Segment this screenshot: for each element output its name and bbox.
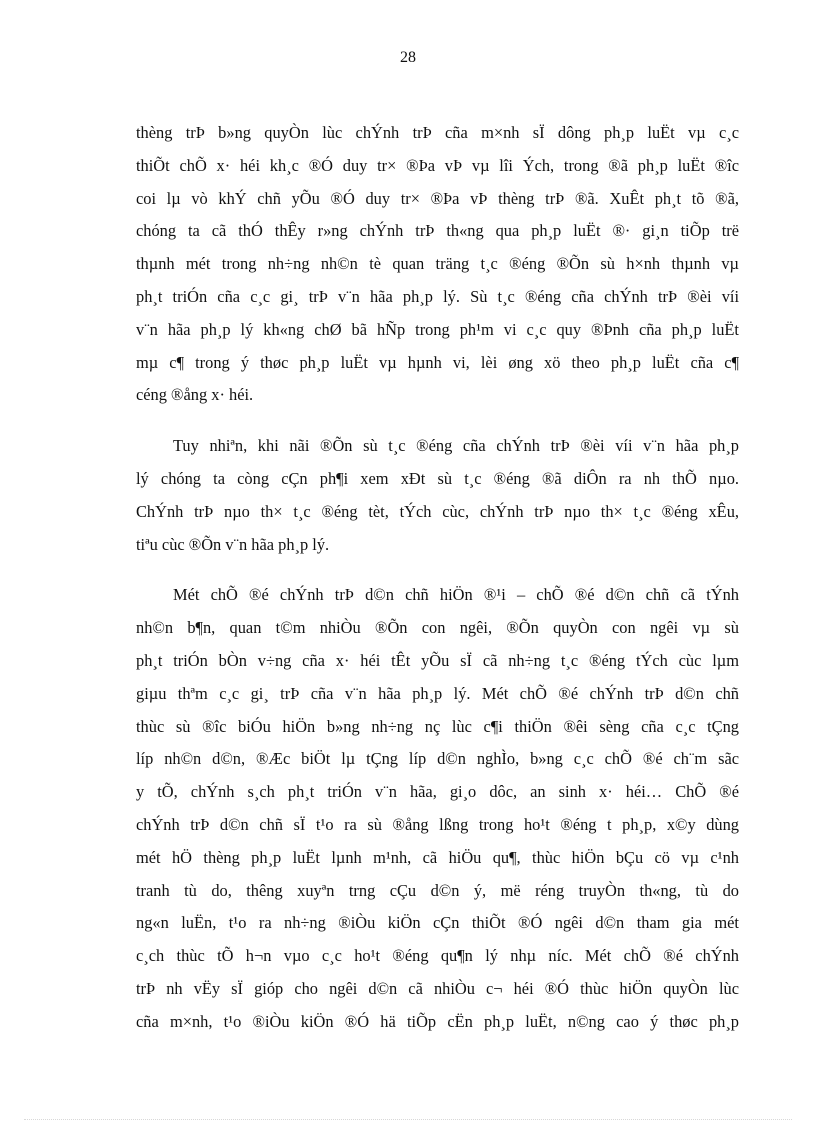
text-line: Tuy nhiªn, khi nãi ®Õn sù t¸c ®éng cña chÝnh trÞ ®èi víi v¨n hãa ph¸p [173,436,739,456]
text-line: thµnh mét trong nh÷ng nh©n tè quan träng t¸c ®éng ®Õn sù h×nh thµnh vµ [136,254,739,274]
paragraph-1 [136,117,739,412]
paragraph-2 [136,430,739,561]
text-line: ChÝnh trÞ nµo th× t¸c ®éng tèt, tÝch cùc, chÝnh trÞ nµo th× t¸c ®éng xÊu, [136,501,739,521]
body-text [136,117,739,1039]
text-line: chÝnh trÞ d©n chñ sÏ t¹o ra sù ®ång lßng trong ho¹t ®éng t ph¸p, x©y dùng [136,814,739,834]
text-line: cña m×nh, t¹o ®iÒu kiÖn ®Ó hä tiÕp cËn ph¸p luËt, n©ng cao ý thøc ph¸p [136,1011,739,1031]
text-line: céng ®ång x· héi. [136,385,254,405]
text-line: ph¸t triÓn bÒn v÷ng cña x· héi tÊt yÕu sÏ cã nh÷ng t¸c ®éng tÝch cùc lµm [136,650,739,670]
text-line: thèng trÞ b»ng quyÒn lùc chÝnh trÞ cña m×nh sÏ dông ph¸p luËt vµ c¸c [136,123,739,142]
text-line: lý chóng ta còng cÇn ph¶i xem xÐt sù t¸c ®éng ®ã diÔn ra nh thÕ nµo. [136,468,739,488]
text-line: nh©n b¶n, quan t©m nhiÒu ®Õn con ngêi, ®Õn quyÒn con ngêi vµ sù [136,618,739,638]
text-line: mµ c¶ trong ý thøc ph¸p luËt vµ hµnh vi, lèi øng xö theo ph¸p luËt cña c¶ [136,352,739,372]
paragraph-3 [136,579,739,1038]
text-line: trÞ nh vËy sÏ gióp cho ngêi d©n cã nhiÒu c¬ héi ®Ó thùc hiÖn quyÒn lùc [136,978,739,998]
text-line: c¸ch thùc tÕ h¬n vµo c¸c ho¹t ®éng qu¶n lý nhµ níc. Mét chÕ ®é chÝnh [136,946,739,966]
text-line: tranh tù do, thêng xuyªn trng cÇu d©n ý, më réng truyÒn th«ng, tù do [136,880,739,900]
page-number: 28 [400,49,416,66]
text-line: thiÕt chÕ x· héi kh¸c ®Ó duy tr× ®Þa vÞ vµ lîi Ých, trong ®ã ph¸p luËt ®îc [136,155,739,175]
text-line: mét hÖ thèng ph¸p luËt lµnh m¹nh, cã hiÖu qu¶, thùc hiÖn bÇu cö vµ c¹nh [136,847,739,867]
text-line: líp nh©n d©n, ®Æc biÖt lµ tÇng líp d©n nghÌo, b»ng c¸c chÕ ®é ch¨m sãc [136,749,739,769]
text-line: v¨n hãa ph¸p lý kh«ng chØ bã hÑp trong ph¹m vi c¸c quy ®Þnh cña ph¸p luËt [136,319,739,339]
text-line: y tÕ, chÝnh s¸ch ph¸t triÓn v¨n hãa, gi¸o dôc, an sinh x· héi… ChÕ ®é [136,782,739,802]
text-line: ng«n luËn, t¹o ra nh÷ng ®iÒu kiÖn cÇn thiÕt ®Ó ngêi d©n tham gia mét [136,913,739,933]
text-line: coi lµ vò khÝ chñ yÕu ®Ó duy tr× ®Þa vÞ thèng trÞ ®ã. XuÊt ph¸t tõ ®ã, [136,188,739,208]
text-line: chóng ta cã thÓ thÊy r»ng chÝnh trÞ th«ng qua ph¸p luËt ®· gi¸n tiÕp trë [136,221,739,241]
text-line: ph¸t triÓn cña c¸c gi¸ trÞ v¨n hãa ph¸p lý. Sù t¸c ®éng cña chÝnh trÞ ®èi víi [136,286,739,306]
text-line: thùc sù ®îc biÓu hiÖn b»ng nh÷ng nç lùc c¶i thiÖn ®êi sèng cña c¸c tÇng [136,716,739,736]
text-line: giµu thªm c¸c gi¸ trÞ cña v¨n hãa ph¸p lý. Mét chÕ ®é chÝnh trÞ d©n chñ [136,683,739,703]
text-line: Mét chÕ ®é chÝnh trÞ d©n chñ hiÖn ®¹i – chÕ ®é d©n chñ cã tÝnh [173,585,739,605]
text-line: tiªu cùc ®Õn v¨n hãa ph¸p lý. [136,534,330,554]
page-bottom-divider [24,1119,792,1120]
